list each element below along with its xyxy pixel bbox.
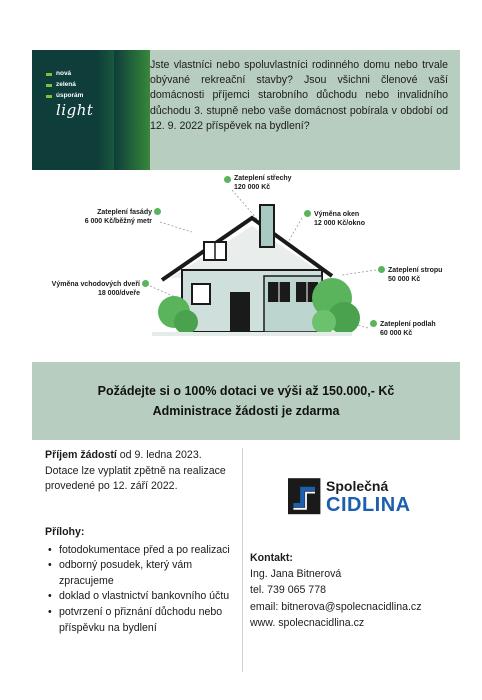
logo-light: light [56,101,94,119]
banner-subline: Administrace žádosti je zdarma [152,404,340,418]
callout-roof: Zateplení střechy 120 000 Kč [234,175,292,191]
list-item: • odborný posudek, který vám zpracujeme [45,558,245,589]
logo-line-2: zelená [56,81,76,88]
contact-block [250,550,460,631]
intake-text: od 9. ledna 2023. Dotace lze vyplatit zpětně na realizace provedené po 12. září 2022. [45,449,226,493]
list-item: • fotodokumentace před a po realizaci [45,543,245,559]
eligibility-question: Jste vlastníci nebo spoluvlastníci rodinného domu nebo trvale obývané rekreační stavby? Jsou všichni členové vaší domácnosti příjemci starobního důchodu nebo invalidního důchodu 3. stupně nebo vaše domácnost pobírala v období od 12. 9. 2022 příspěvek na bydlení? [150,59,448,132]
intake-info [45,448,235,495]
callout-dot [224,176,231,183]
callout-dot [304,210,311,217]
callout-ceiling: Zateplení stropu 50 000 Kč [388,267,443,283]
column-divider [242,448,243,672]
callout-dot [142,280,149,287]
list-item: • doklad o vlastnictví bankovního účtu [45,589,245,605]
contact-web[interactable]: www. spolecnacidlina.cz [250,616,365,629]
callout-floors: Zateplení podlah 60 000 Kč [380,321,436,337]
company-brand: CIDLINA [326,494,411,516]
callout-windows: Výměna oken 12 000 Kč/okno [314,211,365,227]
contact-title: Kontakt: [250,552,293,564]
subsidy-banner [32,362,460,440]
contact-phone[interactable]: tel. 739 065 778 [250,584,326,597]
callout-dot [378,266,385,273]
logo-text-block [46,70,106,119]
logo-line-3: úsporám [56,92,84,99]
attachments-section [45,525,245,636]
callout-doors: Výměna vchodových dveří 18 000/dveře [51,281,140,297]
banner-headline: Požádejte si o 100% dotaci ve výši až 150.000,- Kč [97,384,395,398]
company-name: Společná [326,478,389,494]
callout-facade: Zateplení fasády 6 000 Kč/běžný metr [84,209,152,225]
callout-dot [154,208,161,215]
intake-label: Příjem žádostí [45,449,117,461]
contact-email[interactable]: email: bitnerova@spolecnacidlina.cz [250,600,422,613]
callout-dot [370,320,377,327]
attachments-title: Přílohy: [45,526,85,538]
attachments-list [45,543,245,637]
logo-line-1: nová [56,70,72,77]
company-logo-icon [288,478,324,518]
list-item: • potvrzení o přiznání důchodu nebo příspěvku na bydlení [45,605,245,636]
house-illustration [32,170,460,350]
contact-name: Ing. Jana Bitnerová [250,568,342,581]
